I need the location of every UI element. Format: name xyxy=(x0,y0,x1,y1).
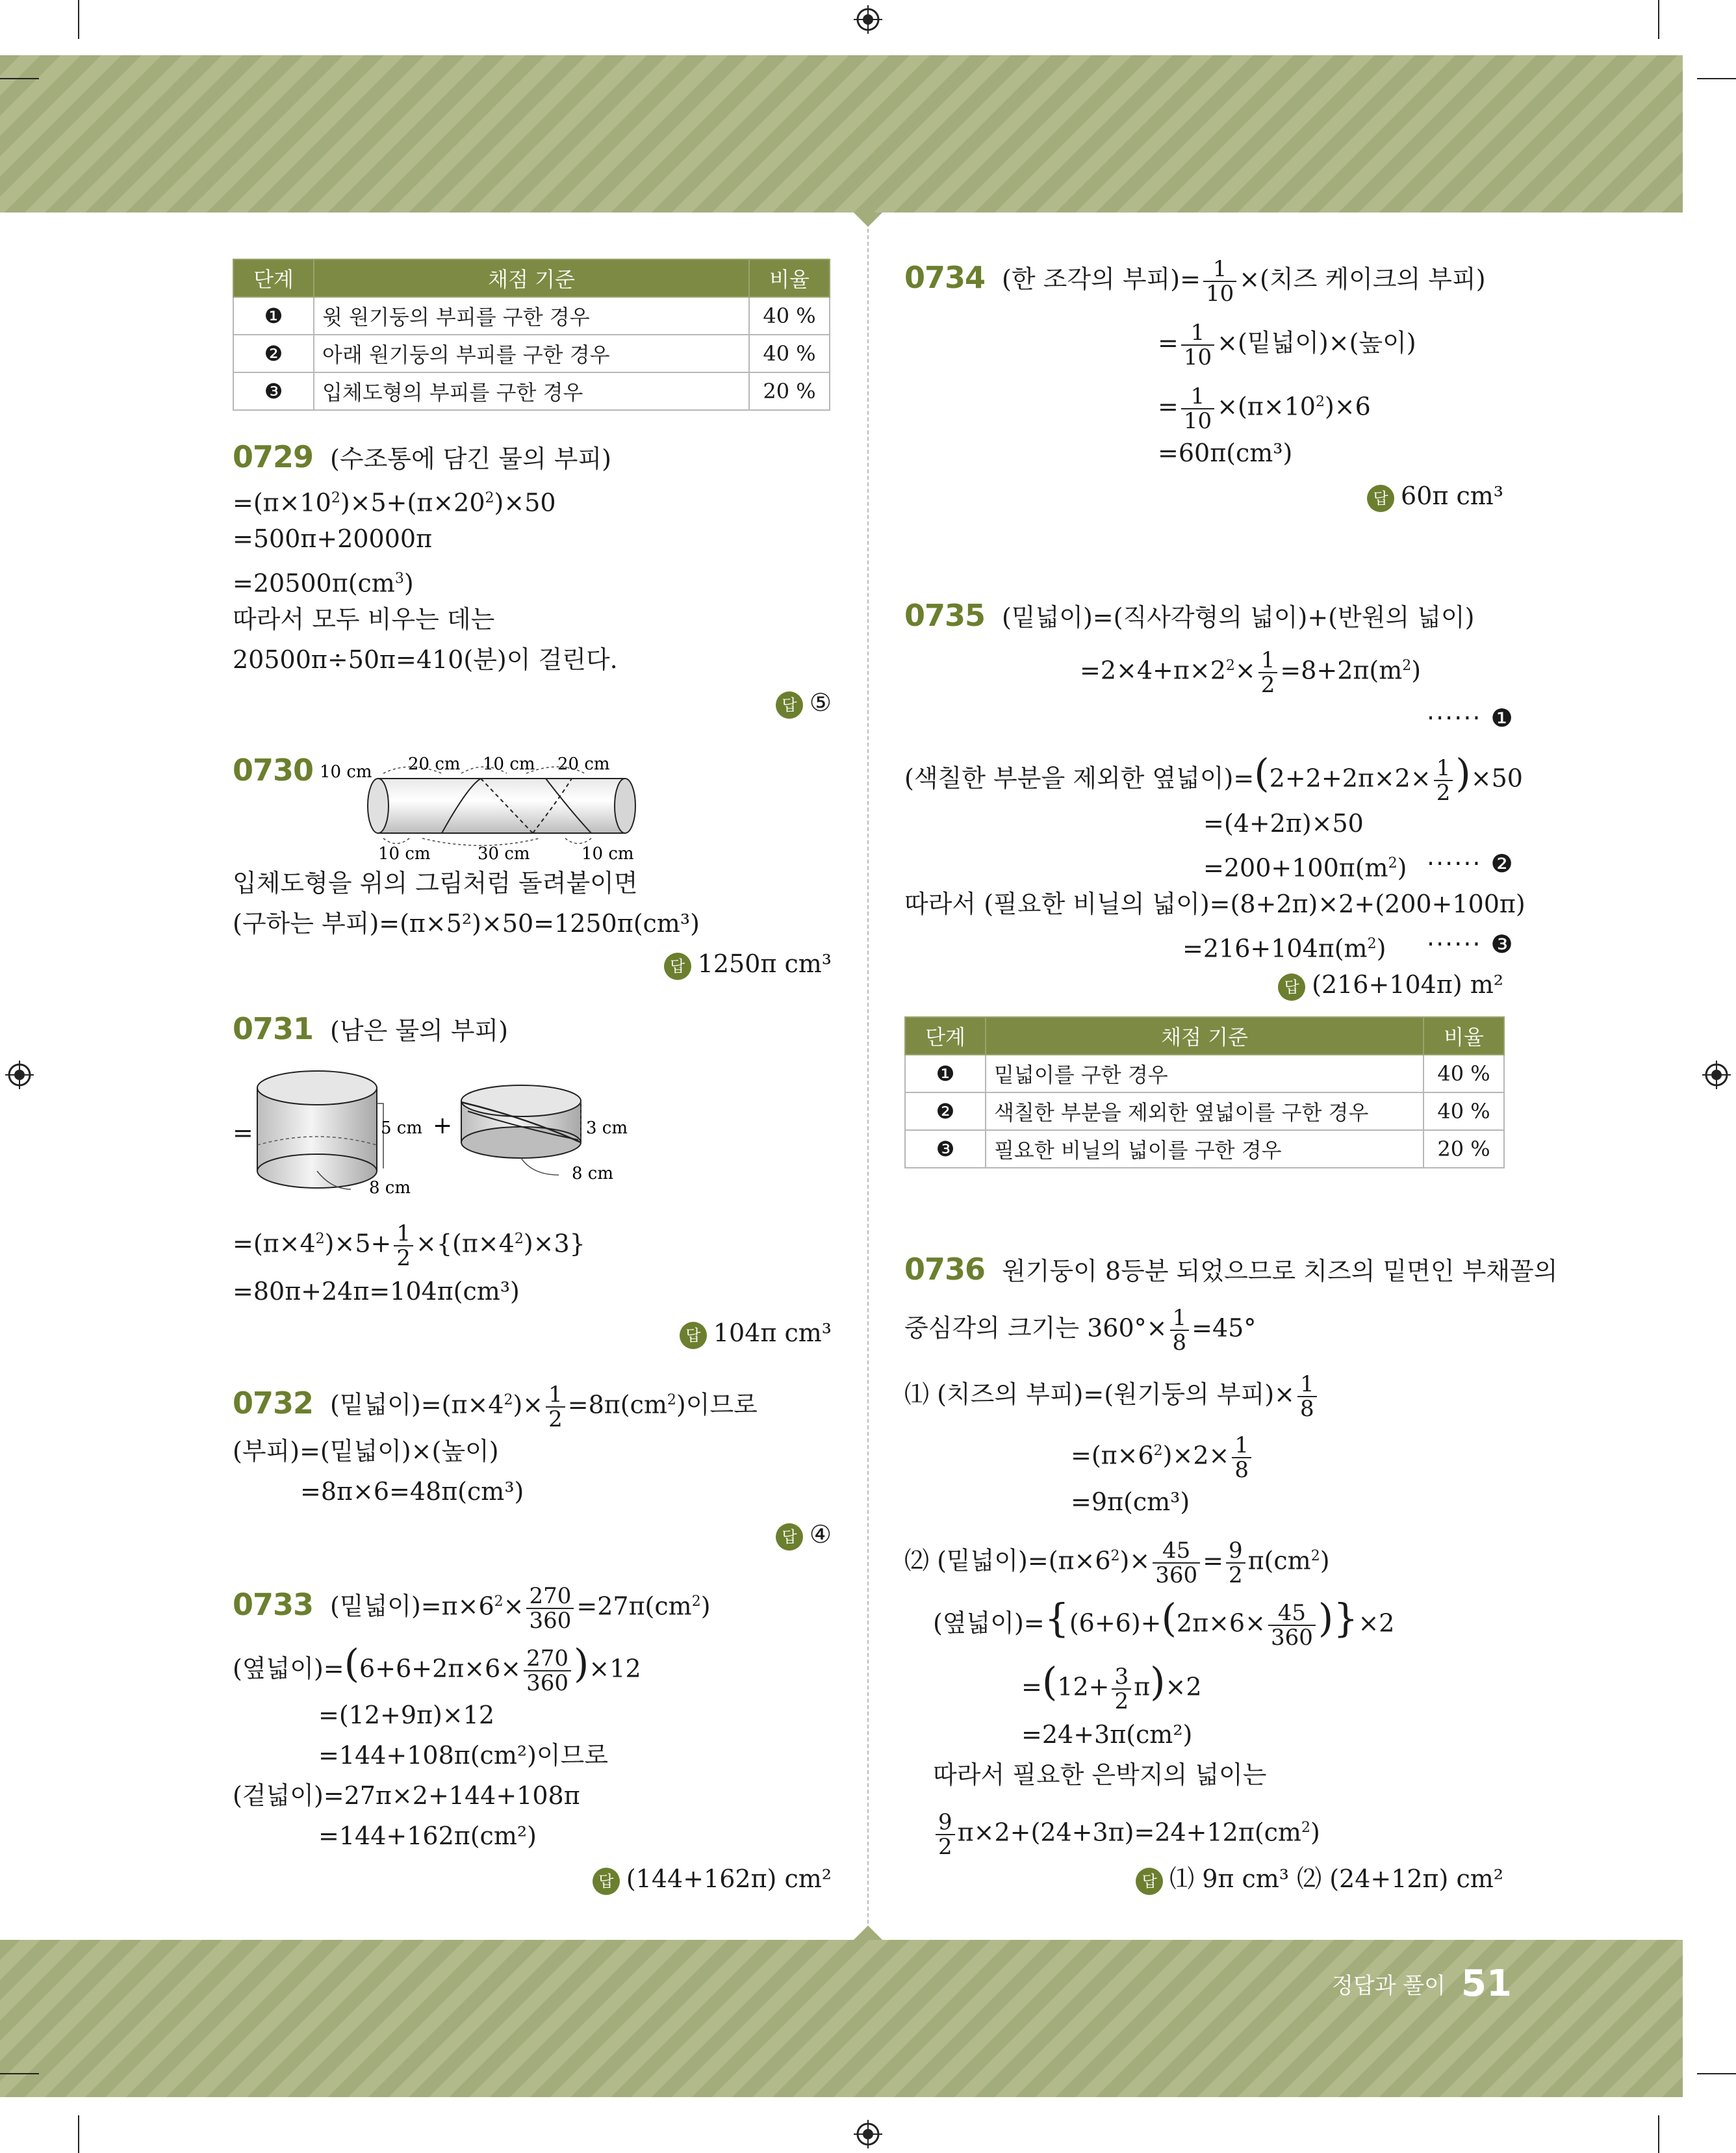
equation-line: $\frac{9}{2}$ $\pi\times 2+(24+3\pi)=24+12\pi(cm^2)$ xyxy=(933,1811,1320,1859)
equation-line: $=216+104\pi(m^2)$ xyxy=(1182,934,1386,963)
fraction: $\frac{9}{2}$ xyxy=(1226,1539,1245,1587)
table-row xyxy=(233,372,830,410)
text-line: 따라서 모두 비우는 데는 xyxy=(233,605,495,634)
fraction: $\frac{270}{360}$ xyxy=(526,1584,574,1632)
problem-number: 0729 xyxy=(233,439,314,474)
water-cylinders-figure xyxy=(253,1066,682,1209)
equation-line: =144+162π(cm²) xyxy=(318,1822,537,1850)
fraction: $\frac{1}{10}$ xyxy=(1203,257,1236,305)
problem-number: 0733 xyxy=(233,1586,314,1622)
problem-0731-line xyxy=(233,1012,508,1047)
equation-line: =60π(cm³) xyxy=(1158,439,1293,467)
fraction: $\frac{1}{8}$ xyxy=(1170,1306,1190,1354)
answer-text: (144+162π) cm² xyxy=(626,1864,832,1893)
scoring-table-0728 xyxy=(233,259,830,411)
criterion-cell: 필요한 비닐의 넓이를 구한 경우 xyxy=(986,1130,1423,1168)
ratio-cell: 40 % xyxy=(749,297,830,335)
answer-badge: 답 xyxy=(664,953,691,980)
step-marker: ······ ❶ xyxy=(1427,704,1514,732)
answer-0732 xyxy=(776,1518,832,1551)
table-header: 비율 xyxy=(749,259,830,297)
answer-text: ④ xyxy=(809,1520,832,1549)
ratio-cell: 20 % xyxy=(1423,1130,1504,1168)
equation-line: =24+3π(cm²) xyxy=(1021,1720,1193,1749)
fraction: $\frac{1}{2}$ xyxy=(1258,649,1278,697)
table-header: 단계 xyxy=(233,259,314,297)
criterion-cell: 입체도형의 부피를 구한 경우 xyxy=(314,372,749,410)
fraction: $\frac{1}{2}$ xyxy=(546,1383,565,1431)
crop-mark xyxy=(0,78,39,79)
ratio-cell: 40 % xyxy=(749,335,830,372)
equation-line: $=2\times 4+\pi\times 2^2\times$ $\frac{1}{2}$ $=8+2\pi(m^2)$ xyxy=(1080,647,1422,698)
step-cell: ❸ xyxy=(905,1130,986,1168)
footer-label: 정답과 풀이 xyxy=(1332,1973,1446,1999)
fraction: $\frac{9}{2}$ xyxy=(936,1811,955,1859)
step-cell: ❷ xyxy=(233,335,314,372)
dim-label: 20 cm xyxy=(408,754,461,774)
problem-0736-line xyxy=(904,1253,1557,1287)
crop-mark xyxy=(0,2073,39,2074)
equation-line: $=(\pi\times 4^2)\times 5+$ $\frac{1}{2}$ $\times\{(\pi\times 4^2)\times 3\}$ xyxy=(233,1220,585,1271)
criterion-cell: 색칠한 부분을 제외한 옆넓이를 구한 경우 xyxy=(986,1092,1423,1130)
table-header: 단계 xyxy=(905,1017,986,1055)
step-marker: ······ ❸ xyxy=(1427,930,1514,959)
answer-0729 xyxy=(776,686,832,719)
step-marker: ······ ❷ xyxy=(1427,849,1514,878)
answer-text: 104π cm³ xyxy=(713,1319,832,1347)
text-line: 따라서 필요한 은박지의 넓이는 xyxy=(933,1760,1267,1789)
fraction: $\frac{45}{360}$ xyxy=(1153,1539,1200,1587)
problem-0735-line xyxy=(904,599,1474,634)
table-row xyxy=(905,1092,1504,1130)
crop-mark xyxy=(1658,2115,1659,2153)
answer-0730 xyxy=(664,948,832,980)
equals-sign: = xyxy=(233,1118,253,1147)
plus-sign: + xyxy=(433,1113,453,1139)
registration-mark-icon xyxy=(1702,1061,1731,1089)
fraction: $\frac{1}{10}$ xyxy=(1181,321,1214,369)
scoring-table-0735 xyxy=(904,1016,1505,1168)
step-cell: ❶ xyxy=(905,1055,986,1092)
dim-label: 8 cm xyxy=(572,1164,614,1183)
fraction: $\frac{45}{360}$ xyxy=(1268,1601,1316,1649)
answer-badge: 답 xyxy=(680,1322,707,1349)
registration-mark-icon xyxy=(5,1061,34,1089)
crop-mark xyxy=(1697,78,1736,79)
problem-number: 0735 xyxy=(904,598,986,633)
fraction: $\frac{270}{360}$ xyxy=(524,1647,571,1695)
answer-text: (216+104π) m² xyxy=(1312,970,1503,999)
page-footer xyxy=(1332,1963,1512,2005)
equation-line: (옆넓이)={(6+6)+(2π×6× $\frac{45}{360}$ )}×2 xyxy=(933,1595,1395,1651)
equation-line: (구하는 부피)=(π×5²)×50=1250π(cm³) xyxy=(233,909,700,938)
dim-label: 30 cm xyxy=(478,844,530,864)
equation-line: =(4+2π)×50 xyxy=(1203,809,1364,838)
registration-mark-icon xyxy=(854,2120,882,2148)
equation-line: =500π+20000π xyxy=(233,524,433,553)
dim-label: 10 cm xyxy=(483,754,535,774)
table-row xyxy=(233,297,830,335)
crop-mark xyxy=(78,2115,79,2153)
equation-line: ⑴ (치즈의 부피)=(원기둥의 부피)× $\frac{1}{8}$ xyxy=(904,1373,1320,1421)
ratio-cell: 40 % xyxy=(1423,1055,1504,1092)
answer-badge: 답 xyxy=(593,1868,620,1895)
problem-0732-line: 0732 (밑넓이)$=(\pi\times 4^2)\times$ $\frac{1}{2}$ $=8\pi(cm^2)$이므로 xyxy=(233,1382,758,1432)
problem-number: 0736 xyxy=(904,1252,986,1287)
answer-badge: 답 xyxy=(1136,1868,1163,1895)
ratio-cell: 20 % xyxy=(749,372,830,410)
header-band xyxy=(0,55,1683,213)
crop-mark xyxy=(78,0,79,39)
answer-badge: 답 xyxy=(1367,485,1394,512)
answer-0733 xyxy=(593,1863,832,1895)
answer-0731 xyxy=(680,1317,832,1349)
ratio-cell: 40 % xyxy=(1423,1092,1504,1130)
problem-number: 0734 xyxy=(904,259,986,295)
text-line: 입체도형을 위의 그림처럼 돌려붙이면 xyxy=(233,869,638,897)
fraction: $\frac{1}{8}$ xyxy=(1232,1434,1251,1482)
table-header: 채점 기준 xyxy=(314,259,749,297)
dim-label: 20 cm xyxy=(557,754,610,774)
dim-label: 3 cm xyxy=(586,1118,628,1138)
fraction: $\frac{1}{8}$ xyxy=(1297,1373,1317,1421)
problem-0729-line xyxy=(233,441,611,475)
equation-line: =8π×6=48π(cm³) xyxy=(300,1477,524,1506)
page-number: 51 xyxy=(1461,1963,1512,2005)
equation-line: (색칠한 부분을 제외한 옆넓이)=(2+2+2π×2× $\frac{1}{2}$ )×50 xyxy=(904,751,1523,806)
fraction: $\frac{1}{10}$ xyxy=(1181,385,1214,433)
table-row xyxy=(233,335,830,372)
header-notch xyxy=(854,213,882,227)
problem-number: 0730 xyxy=(233,753,314,788)
fraction: $\frac{1}{2}$ xyxy=(1434,756,1453,805)
equation-line: $=20500\pi(cm^3)$ xyxy=(233,569,414,598)
dim-label: 10 cm xyxy=(378,844,431,864)
text-line: 따라서 (필요한 비닐의 넓이)=(8+2π)×2+(200+100π) xyxy=(904,890,1525,918)
crop-mark xyxy=(1697,2073,1736,2074)
equation-line: =144+108π(cm²)이므로 xyxy=(318,1741,609,1770)
answer-0735 xyxy=(1278,968,1503,1001)
answer-badge: 답 xyxy=(776,1523,803,1551)
rolled-cylinder-figure xyxy=(312,747,650,864)
text-line: 20500π÷50π=410(분)이 걸린다. xyxy=(233,645,618,674)
equation-line: (옆넓이)=(6+6+2π×6× $\frac{270}{360}$ )×12 xyxy=(233,1641,641,1696)
equation-line: $=(\pi\times 6^2)\times 2\times$ $\frac{1}{8}$ xyxy=(1071,1434,1254,1482)
answer-badge: 답 xyxy=(776,691,803,719)
text: 원기둥이 8등분 되었으므로 치즈의 밑면인 부채꼴의 xyxy=(1002,1257,1558,1285)
table-header: 비율 xyxy=(1423,1017,1504,1055)
fraction: $\frac{3}{2}$ xyxy=(1112,1665,1131,1713)
table-header: 채점 기준 xyxy=(986,1017,1423,1055)
answer-text: 1250π cm³ xyxy=(697,949,832,978)
problem-0733-line: 0733 (밑넓이)$=\pi\times 6^2\times$ $\frac{270}{360}$ $=27\pi(cm^2)$ xyxy=(233,1583,711,1634)
answer-0734 xyxy=(1367,480,1503,512)
equation-line: =(12+ $\frac{3}{2}$ π)×2 xyxy=(1021,1659,1202,1714)
equation-line: 중심각의 크기는 360°× $\frac{1}{8}$ =45° xyxy=(904,1305,1257,1356)
equation-line: $=(\pi\times 10^2)\times 5+(\pi\times 20^2)\times 50$ xyxy=(233,488,556,517)
fraction: $\frac{1}{2}$ xyxy=(394,1222,413,1270)
step-cell: ❶ xyxy=(233,297,314,335)
equation-line: ⑵ (밑넓이)$=(\pi\times 6^2)\times$ $\frac{45}{360}$ = $\frac{9}{2}$ $\pi(cm^2)$ xyxy=(904,1538,1330,1588)
criterion-cell: 아래 원기둥의 부피를 구한 경우 xyxy=(314,335,749,372)
problem-0734-line: 0734 (한 조각의 부피)= $\frac{1}{10}$ ×(치즈 케이크의 부피) xyxy=(904,256,1486,307)
dim-label: 8 cm xyxy=(369,1178,411,1198)
answer-0736 xyxy=(1136,1863,1503,1895)
text-line: (부피)=(밑넓이)×(높이) xyxy=(233,1437,499,1465)
equation-line: = $\frac{1}{10}$ ×(밑넓이)×(높이) xyxy=(1158,320,1416,370)
dim-label: 10 cm xyxy=(581,844,634,864)
answer-badge: 답 xyxy=(1278,973,1305,1001)
equation-line: =(12+9π)×12 xyxy=(318,1701,495,1729)
crop-mark xyxy=(1658,0,1659,39)
problem-number: 0732 xyxy=(233,1385,314,1421)
dim-label: 5 cm xyxy=(381,1118,423,1138)
answer-text: ⑤ xyxy=(809,688,832,717)
equation-line: =9π(cm³) xyxy=(1071,1488,1190,1516)
equation-line: =80π+24π=104π(cm³) xyxy=(233,1277,520,1306)
table-row xyxy=(905,1130,1504,1168)
answer-text: 60π cm³ xyxy=(1401,482,1503,510)
problem-number: 0731 xyxy=(233,1011,314,1046)
dim-label: 10 cm xyxy=(320,762,372,782)
table-row xyxy=(905,1055,1504,1092)
text: (밑넓이)=(직사각형의 넓이)+(반원의 넓이) xyxy=(1002,603,1475,632)
text: (남은 물의 부피) xyxy=(330,1016,509,1045)
text: (수조통에 담긴 물의 부피) xyxy=(330,445,611,473)
step-cell: ❷ xyxy=(905,1092,986,1130)
equation-line: (겉넓이)=27π×2+144+108π xyxy=(233,1781,580,1810)
criterion-cell: 윗 원기둥의 부피를 구한 경우 xyxy=(314,297,749,335)
equation-line: = $\frac{1}{10}$ $\times(\pi\times 10^2)\times 6$ xyxy=(1158,383,1371,434)
step-cell: ❸ xyxy=(233,372,314,410)
registration-mark-icon xyxy=(854,5,882,34)
criterion-cell: 밑넓이를 구한 경우 xyxy=(986,1055,1423,1092)
answer-text: ⑴ 9π cm³ ⑵ (24+12π) cm² xyxy=(1169,1864,1503,1893)
column-divider xyxy=(867,229,869,1924)
equation-line: $=200+100\pi(m^2)$ xyxy=(1203,853,1407,883)
footer-notch xyxy=(854,1926,882,1940)
